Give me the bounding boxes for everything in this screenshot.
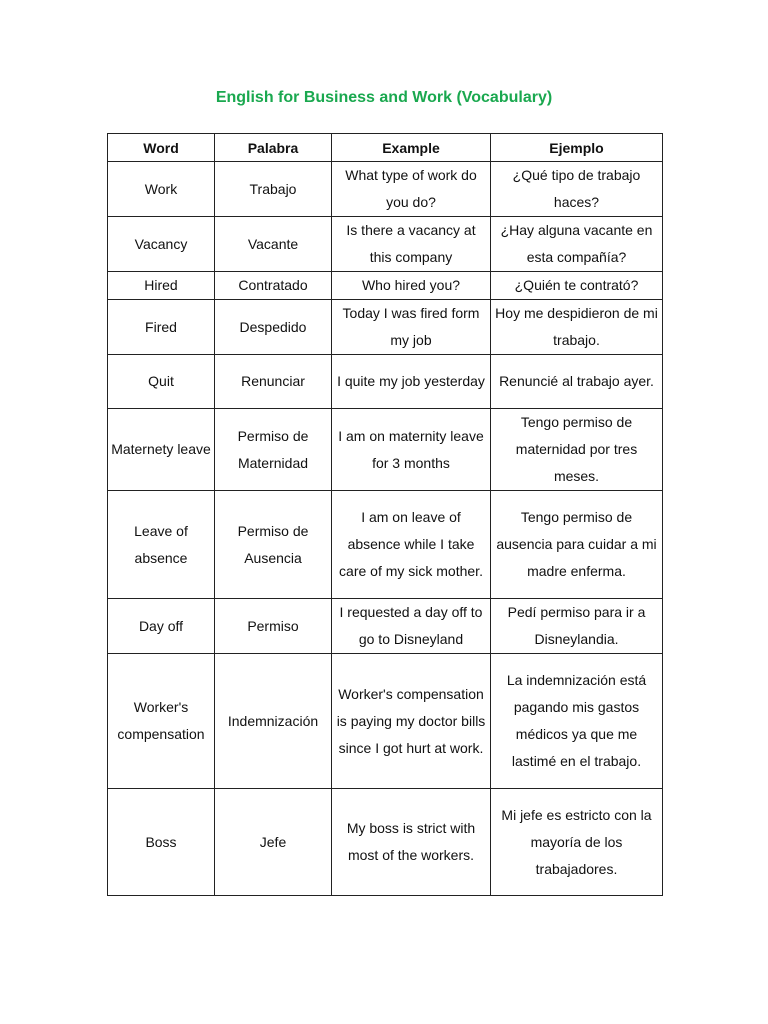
palabra-cell: Despedido [215,300,332,355]
table-row [108,409,663,491]
example-cell: Is there a vacancy at this company [332,217,491,272]
table-row [108,789,663,896]
document-title: English for Business and Work (Vocabulary) [215,89,553,106]
word-cell: Worker's compensation [108,654,215,789]
table-row [108,654,663,789]
word-cell: Quit [108,355,215,409]
example-cell: I quite my job yesterday [332,355,491,409]
palabra-cell: Jefe [215,789,332,896]
palabra-cell: Permiso [215,599,332,654]
word-cell: Hired [108,272,215,300]
example-cell: I requested a day off to go to Disneyland [332,599,491,654]
palabra-cell: Permiso de Ausencia [215,491,332,599]
table-header-row [108,134,663,162]
table-row [108,491,663,599]
header-palabra: Palabra [215,134,332,162]
header-ejemplo: Ejemplo [491,134,663,162]
ejemplo-cell: La indemnización está pagando mis gastos médicos ya que me lastimé en el trabajo. [491,654,663,789]
ejemplo-cell: ¿Qué tipo de trabajo haces? [491,162,663,217]
palabra-cell: Renunciar [215,355,332,409]
example-cell: Today I was fired form my job [332,300,491,355]
word-cell: Boss [108,789,215,896]
table-row [108,300,663,355]
ejemplo-cell: Renuncié al trabajo ayer. [491,355,663,409]
example-cell: I am on maternity leave for 3 months [332,409,491,491]
ejemplo-cell: Mi jefe es estricto con la mayoría de los trabajadores. [491,789,663,896]
palabra-cell: Indemnización [215,654,332,789]
palabra-cell: Contratado [215,272,332,300]
ejemplo-cell: Tengo permiso de maternidad por tres meses. [491,409,663,491]
table-row [108,272,663,300]
palabra-cell: Vacante [215,217,332,272]
word-cell: Maternety leave [108,409,215,491]
header-example: Example [332,134,491,162]
example-cell: Worker's compensation is paying my doctor bills since I got hurt at work. [332,654,491,789]
ejemplo-cell: ¿Quién te contrató? [491,272,663,300]
ejemplo-cell: Tengo permiso de ausencia para cuidar a mi madre enferma. [491,491,663,599]
palabra-cell: Trabajo [215,162,332,217]
example-cell: I am on leave of absence while I take care of my sick mother. [332,491,491,599]
word-cell: Vacancy [108,217,215,272]
table-row [108,599,663,654]
table-row [108,217,663,272]
example-cell: My boss is strict with most of the workers. [332,789,491,896]
header-word: Word [108,134,215,162]
example-cell: Who hired you? [332,272,491,300]
word-cell: Work [108,162,215,217]
palabra-cell: Permiso de Maternidad [215,409,332,491]
ejemplo-cell: ¿Hay alguna vacante en esta compañía? [491,217,663,272]
table-row [108,355,663,409]
example-cell: What type of work do you do? [332,162,491,217]
vocabulary-table [107,133,663,896]
word-cell: Fired [108,300,215,355]
ejemplo-cell: Pedí permiso para ir a Disneylandia. [491,599,663,654]
word-cell: Day off [108,599,215,654]
word-cell: Leave of absence [108,491,215,599]
ejemplo-cell: Hoy me despidieron de mi trabajo. [491,300,663,355]
table-row [108,162,663,217]
